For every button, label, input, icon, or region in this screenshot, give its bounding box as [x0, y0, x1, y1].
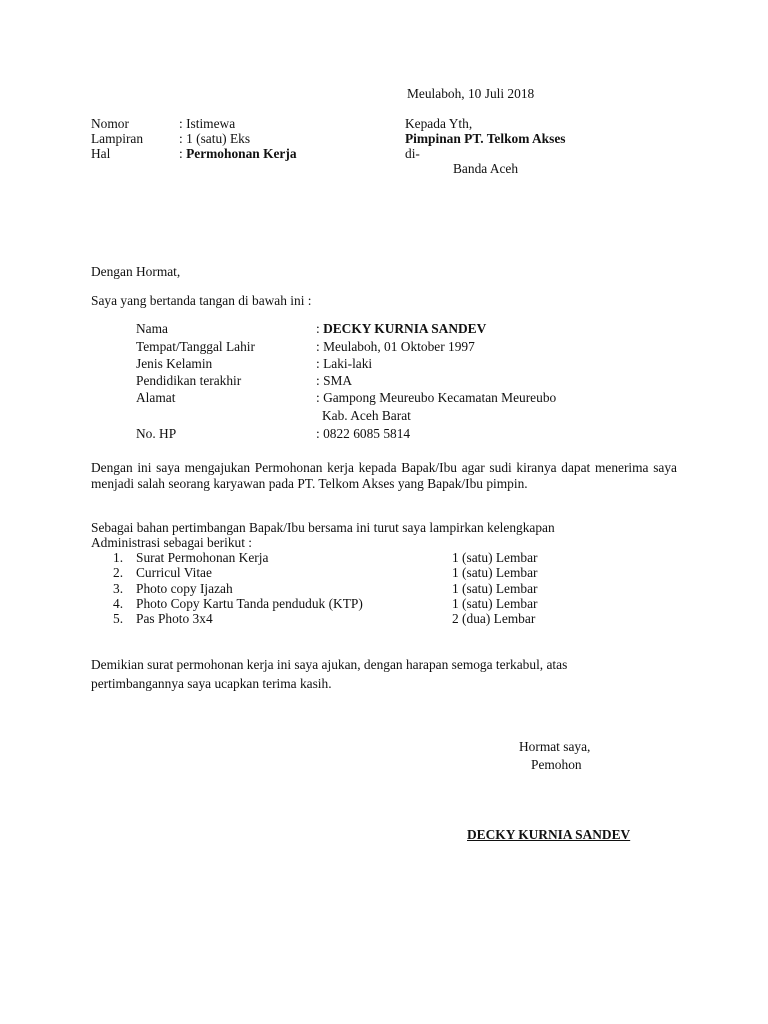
nama-label: Nama	[136, 321, 168, 336]
recipient-name: Pimpinan PT. Telkom Akses	[405, 131, 566, 146]
list-item-label: Surat Permohonan Kerja	[136, 550, 269, 565]
alamat-value-1: : Gampong Meureubo Kecamatan Meureubo	[316, 390, 557, 405]
paragraph-attachments-line2: Administrasi sebagai berikut :	[91, 535, 253, 550]
nama-colon: :	[316, 321, 324, 336]
hal-value-line	[179, 146, 297, 162]
list-item-qty: 1 (satu) Lembar	[452, 565, 538, 580]
hp-value: : 0822 6085 5814	[316, 426, 411, 441]
list-item-qty: 1 (satu) Lembar	[452, 550, 538, 565]
jk-value: : Laki-laki	[316, 356, 373, 371]
pendidikan-label: Pendidikan terakhir	[136, 373, 242, 388]
alamat-label: Alamat	[136, 390, 176, 405]
salutation: Dengan Hormat,	[91, 264, 181, 279]
recipient-city: Banda Aceh	[453, 161, 519, 176]
list-item-number: 5.	[113, 611, 124, 626]
nomor-value: : Istimewa	[179, 116, 236, 131]
hp-label: No. HP	[136, 426, 177, 441]
alamat-value-2: Kab. Aceh Barat	[322, 408, 411, 423]
closing-line2: pertimbangannya saya ucapkan terima kasih.	[91, 676, 332, 691]
paragraph-request: Dengan ini saya mengajukan Permohonan kerja kepada Bapak/Ibu agar sudi kiranya dapat menerima saya menjadi salah seorang karyawan pada PT. Telkom Akses yang Bapak/Ibu pimpin.	[91, 460, 677, 491]
nomor-label: Nomor	[91, 116, 129, 131]
ttl-value: : Meulaboh, 01 Oktober 1997	[316, 339, 475, 354]
list-item-number: 2.	[113, 565, 124, 580]
recipient-name-line	[405, 131, 565, 147]
list-item-label: Photo copy Ijazah	[136, 581, 233, 596]
list-item-number: 4.	[113, 596, 124, 611]
hal-label: Hal	[91, 146, 111, 161]
list-item-label: Photo Copy Kartu Tanda penduduk (KTP)	[136, 596, 363, 611]
ttl-label: Tempat/Tanggal Lahir	[136, 339, 255, 354]
list-item-label: Curricul Vitae	[136, 565, 212, 580]
nama-value-line	[316, 321, 486, 337]
signature-hormat: Hormat saya,	[519, 739, 591, 754]
list-item-qty: 1 (satu) Lembar	[452, 581, 538, 596]
nama-value: DECKY KURNIA SANDEV	[323, 321, 487, 336]
list-item-number: 1.	[113, 550, 124, 565]
lampiran-label: Lampiran	[91, 131, 144, 146]
pendidikan-value: : SMA	[316, 373, 353, 388]
paragraph-attachments-line1: Sebagai bahan pertimbangan Bapak/Ibu bersama ini turut saya lampirkan kelengkapan	[91, 520, 555, 535]
hal-value: Permohonan Kerja	[186, 146, 297, 161]
recipient-di: di-	[405, 146, 420, 161]
signature-name: DECKY KURNIA SANDEV	[467, 827, 631, 842]
lampiran-value: : 1 (satu) Eks	[179, 131, 251, 146]
jk-label: Jenis Kelamin	[136, 356, 213, 371]
list-item-number: 3.	[113, 581, 124, 596]
hal-colon: :	[179, 146, 187, 161]
signature-role: Pemohon	[531, 757, 582, 772]
intro-text: Saya yang bertanda tangan di bawah ini :	[91, 293, 312, 308]
recipient-greeting: Kepada Yth,	[405, 116, 473, 131]
closing-line1: Demikian surat permohonan kerja ini saya ajukan, dengan harapan semoga terkabul, atas	[91, 657, 568, 672]
list-item-label: Pas Photo 3x4	[136, 611, 213, 626]
list-item-qty: 1 (satu) Lembar	[452, 596, 538, 611]
letter-date: Meulaboh, 10 Juli 2018	[407, 86, 535, 101]
list-item-qty: 2 (dua) Lembar	[452, 611, 536, 626]
